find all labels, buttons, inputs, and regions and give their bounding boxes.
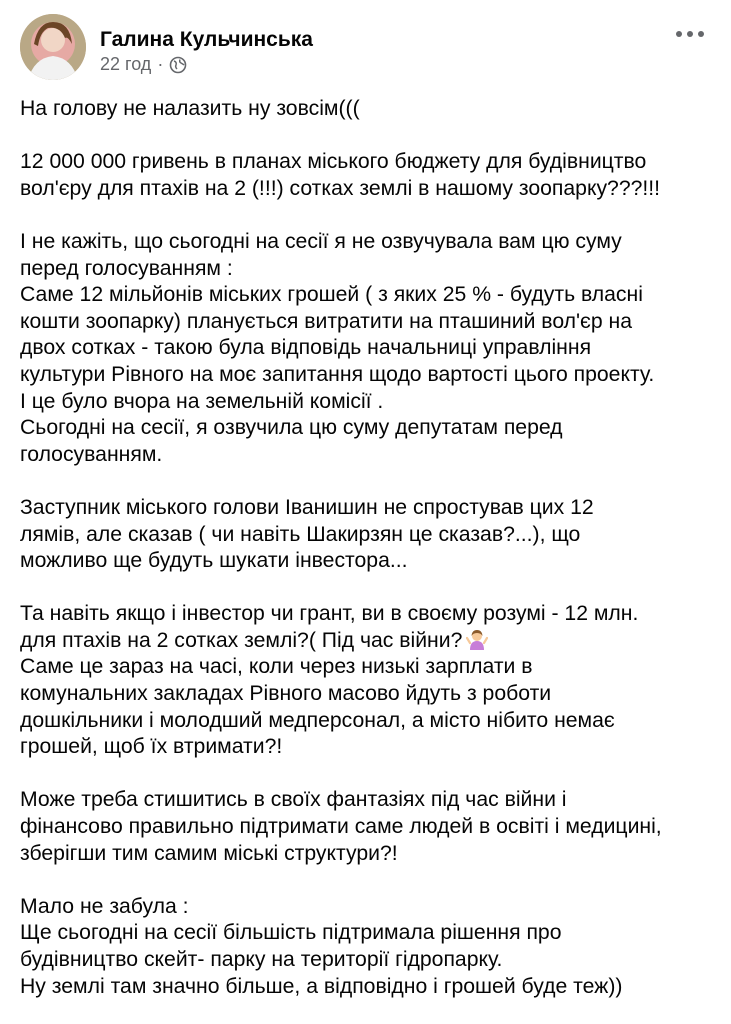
text-line: лямів, але сказав ( чи навіть Шакирзян це сказав?...), що (20, 522, 581, 546)
text-line: І не кажіть, що сьогодні на сесії я не озвучувала вам цю суму (20, 229, 622, 253)
text-line: будівництво скейт- парку на території гідропарку. (20, 948, 503, 971)
paragraph-5 (20, 601, 720, 761)
text-line: Ще сьогодні на сесії більшість підтримала рішення про (20, 921, 562, 945)
post-meta (100, 54, 187, 75)
text-line: 12 000 000 гривень в планах міського бюджету для будівництво (20, 150, 647, 174)
text-line: фінансово правильно підтримати саме людей в освіті і медицині, (20, 815, 662, 839)
text-line: культури Рівного на моє запитання щодо вартості цього проекту. (20, 362, 655, 386)
text-line: Саме 12 мільйонів міських грошей ( з яких 25 % - будуть власні (20, 283, 643, 307)
text-line: зберігши тим самим міські структури?! (20, 841, 398, 865)
text-line: грошей, щоб їх втримати?! (20, 735, 283, 759)
text-line: Сьогодні на сесії, я озвучила цю суму депутатам перед (20, 416, 563, 440)
text-line (20, 628, 720, 655)
post-text (20, 96, 720, 1000)
text-line: На голову не налазить ну зовсім((( (20, 97, 360, 120)
text-line: Мало не забула : (20, 894, 189, 918)
meta-separator: · (157, 54, 164, 74)
text-line: Може треба стишитись в своїх фантазіях під час війни і (20, 788, 567, 812)
author-name[interactable]: Галина Кульчинська (100, 28, 313, 51)
text-line: вол'єру для птахів на 2 (!!!) сотках землі в нашому зоопарку???!!! (20, 176, 661, 200)
paragraph-3 (20, 229, 720, 468)
text-line: Та навіть якщо і інвестор чи грант, ви в своєму розумі - 12 млн. (20, 602, 639, 626)
paragraph-7 (20, 894, 720, 1000)
more-dots-icon (676, 31, 682, 37)
text-line: дошкільники і молодший медперсонал, а місто нібито немає (20, 708, 615, 732)
post-time[interactable]: 22 год (100, 54, 152, 74)
text-line: Саме це зараз на часі, коли через низькі зарплати в (20, 655, 533, 679)
text-line: Ну землі там значно більше, а відповідно і грошей буде теж)) (20, 974, 623, 998)
text-line: перед голосуванням : (20, 256, 233, 280)
paragraph-6 (20, 787, 720, 867)
text-line: можливо ще будуть шукати інвестора... (20, 549, 408, 573)
paragraph-2 (20, 149, 720, 202)
paragraph-1 (20, 96, 720, 123)
text-fragment: для птахів на 2 сотках землі?( Під час війни? (20, 628, 463, 652)
text-line: Заступник міського голови Іванишин не спростував цих 12 (20, 495, 594, 519)
avatar[interactable] (20, 14, 86, 80)
paragraph-4 (20, 495, 720, 575)
woman-shrugging-emoji-icon (466, 628, 488, 650)
text-line: І це було вчора на земельній комісії . (20, 389, 384, 413)
globe-icon[interactable] (169, 56, 187, 74)
text-line: кошти зоопарку) планується витратити на пташиний вол'єр на (20, 309, 633, 333)
text-line: голосуванням. (20, 442, 163, 466)
text-line: комунальних закладах Рівного масово йдуть з роботи (20, 682, 552, 706)
more-options-button[interactable] (670, 22, 710, 46)
text-line: двох сотках - такою була відповідь начальниці управління (20, 336, 592, 360)
post-header (20, 14, 710, 84)
